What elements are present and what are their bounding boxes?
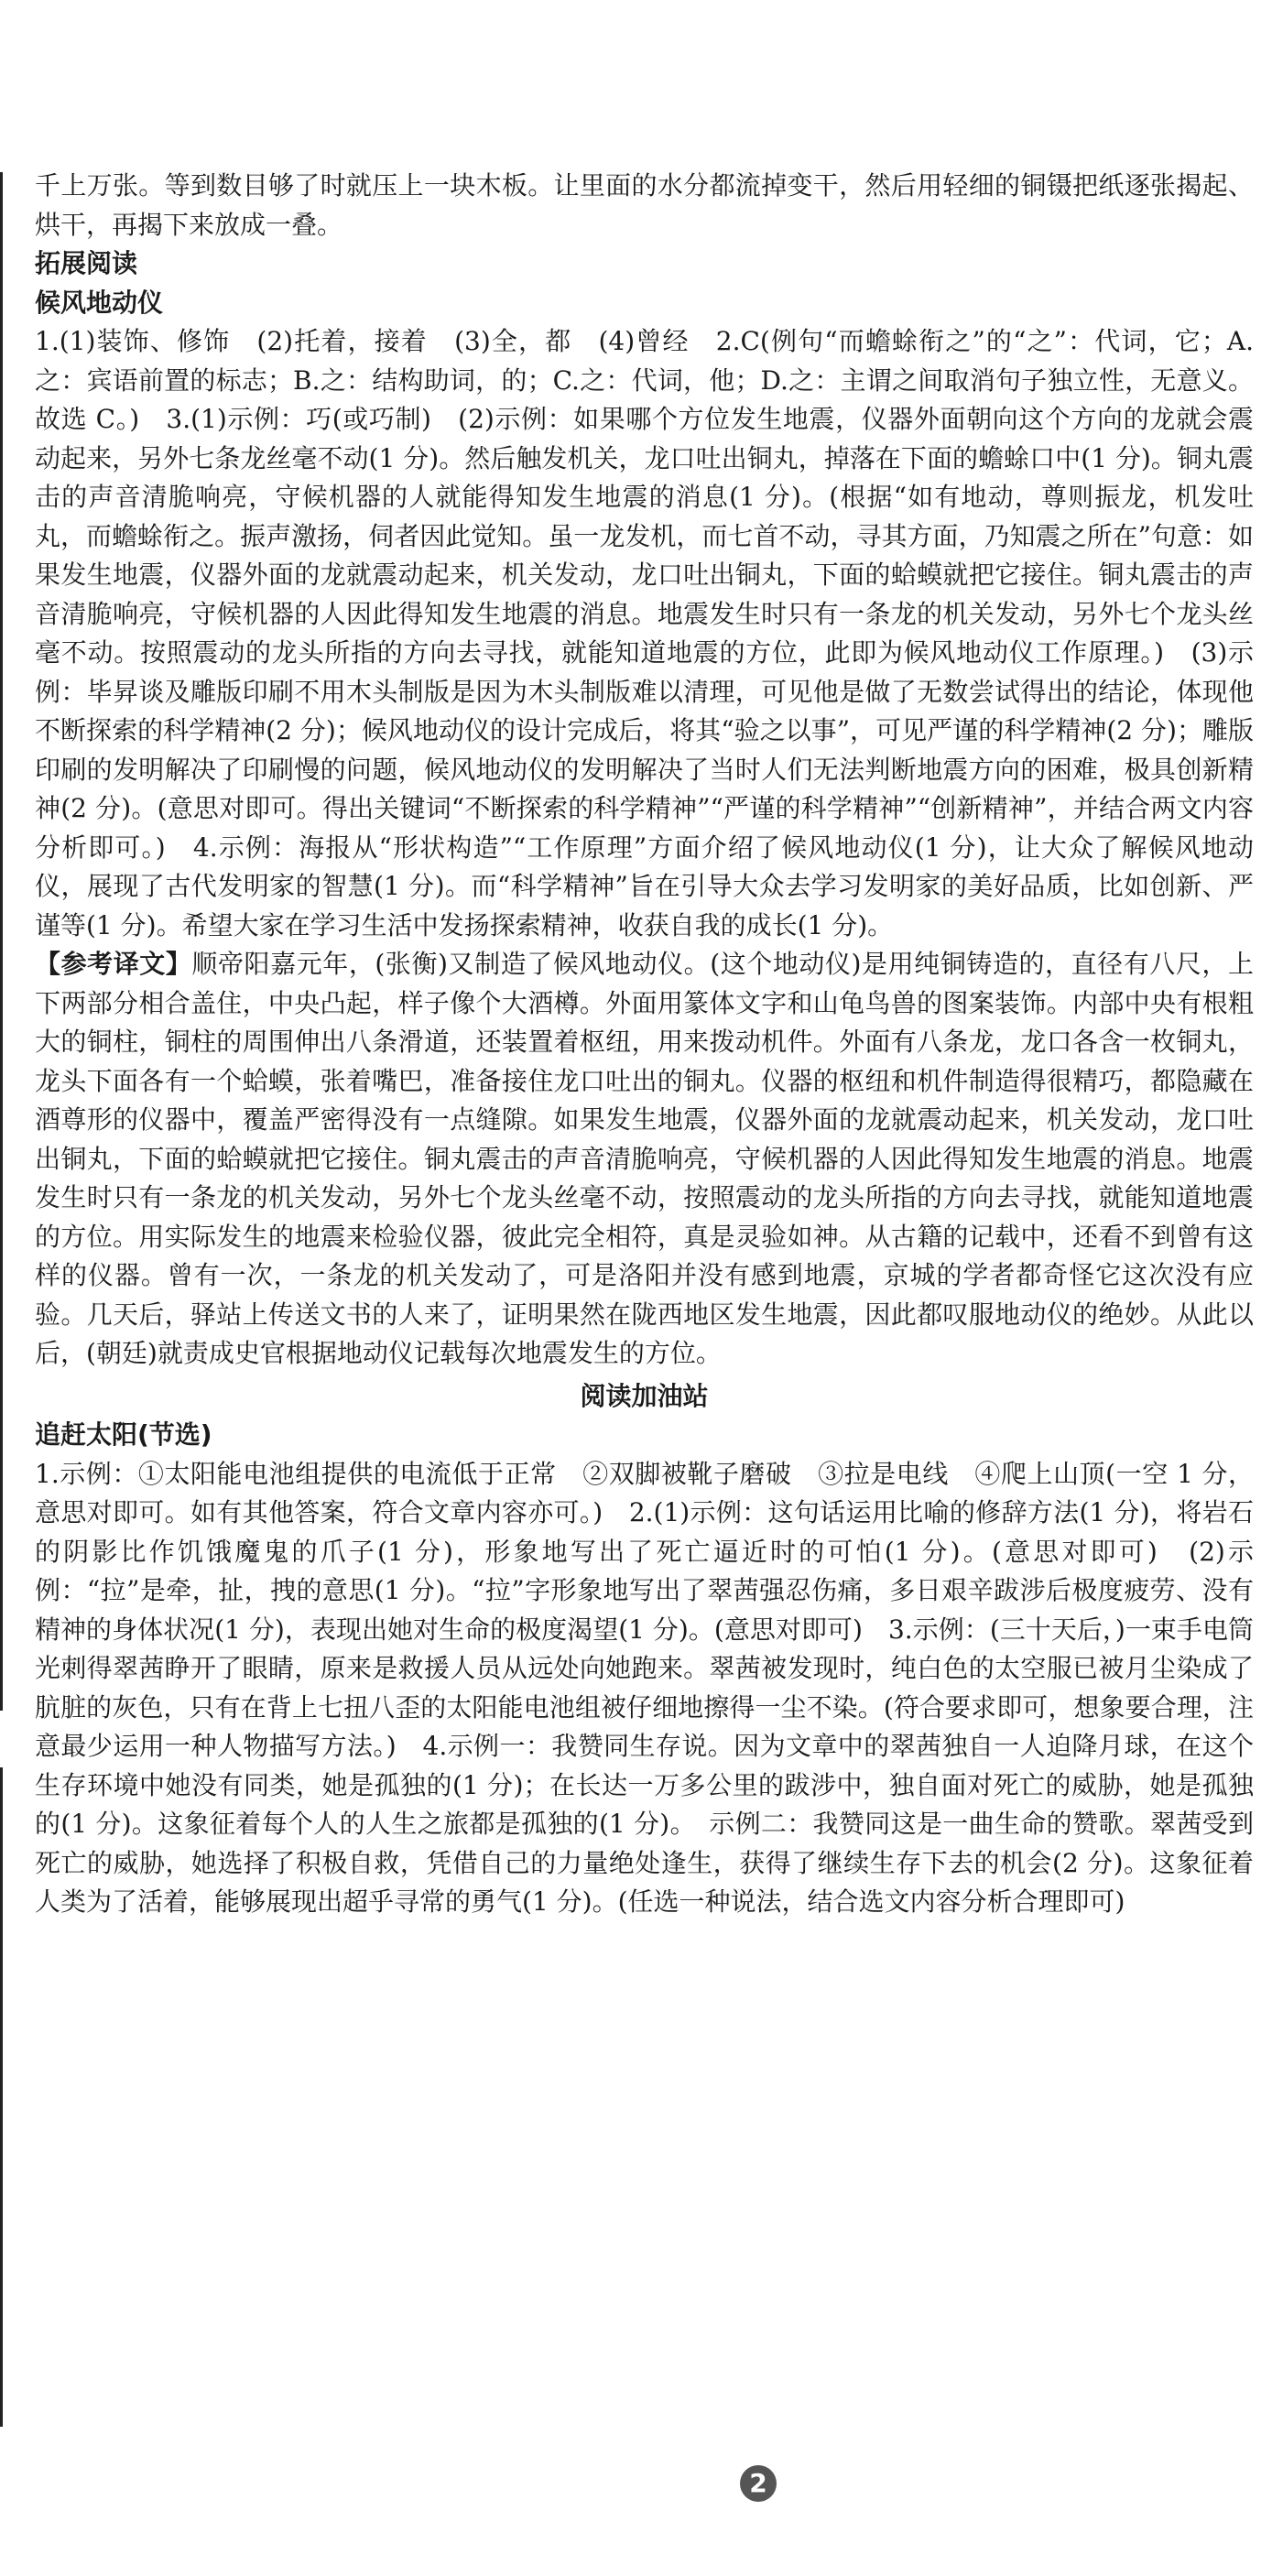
reference-translation — [35, 945, 1254, 1374]
intro-paragraph: 千上万张。等到数目够了时就压上一块木板。让里面的水分都流掉变干，然后用轻细的铜镊把纸逐张揭起、烘干，再揭下来放成一叠。 — [35, 170, 1254, 240]
reading-station-heading: 阅读加油站 — [580, 1380, 709, 1411]
article-title-chase-sun: 追赶太阳(节选) — [35, 1419, 212, 1450]
translation-label: 【参考译文】 — [35, 949, 192, 979]
left-margin-rule-lower — [0, 1767, 3, 2427]
translation-text: 顺帝阳嘉元年，(张衡)又制造了候风地动仪。(这个地动仪)是用纯铜铸造的，直径有八尺，上下两部分相合盖住，中央凸起，样子像个大酒樽。外面用篆体文字和山龟鸟兽的图案装饰。内部中央有根粗大的铜柱，铜柱的周围伸出八条滑道，还装置着枢纽，用来拨动机件。外面有八条龙，龙口各含一枚铜丸，龙头下面各有一个蛤蟆，张着嘴巴，准备接住龙口吐出的铜丸。仪器的枢纽和机件制造得很精巧，都隐藏在酒尊形的仪器中，覆盖严密得没有一点缝隙。如果发生地震，仪器外面的龙就震动起来，机关发动，龙口吐出铜丸，下面的蛤蟆就把它接住。铜丸震击的声音清脆响亮，守候机器的人因此得知发生地震的消息。地震发生时只有一条龙的机关发动，另外七个龙头丝毫不动，按照震动的龙头所指的方向去寻找，就能知道地震的方位。用实际发生的地震来检验仪器，彼此完全相符，真是灵验如神。从古籍的记载中，还看不到曾有这样的仪器。曾有一次，一条龙的机关发动了，可是洛阳并没有感到地震，京城的学者都奇怪它这次没有应验。几天后，驿站上传送文书的人来了，证明果然在陇西地区发生地震，因此都叹服地动仪的绝妙。从此以后，(朝廷)就责成史官根据地动仪记载每次地震发生的方位。 — [35, 949, 1254, 1368]
left-margin-rule — [0, 172, 3, 1711]
seismoscope-answers: 1.(1)装饰、修饰 (2)托着，接着 (3)全，都 (4)曾经 2.C(例句“而蟾蜍衔之”的“之”：代词，它；A.之：宾语前置的标志；B.之：结构助词，的；C.之：代词，他；D.之：主谓之间取消句子独立性，无意义。故选 C。) 3.(1)示例：巧(或巧制) (2)示例：如果哪个方位发生地震，仪器外面朝向这个方向的龙就会震动起来，另外七条龙丝毫不动(1 分)。然后触发机关，龙口吐出铜丸，掉落在下面的蟾蜍口中(1 分)。铜丸震击的声音清脆响亮，守候机器的人就能得知发生地震的消息(1 分)。(根据“如有地动，尊则振龙，机发吐丸，而蟾蜍衔之。振声激扬，伺者因此觉知。虽一龙发机，而七首不动，寻其方面，乃知震之所在”句意：如果发生地震，仪器外面的龙就震动起来，机关发动，龙口吐出铜丸，下面的蛤蟆就把它接住。铜丸震击的声音清脆响亮，守候机器的人因此得知发生地震的消息。地震发生时只有一条龙的机关发动，另外七个龙头丝毫不动。按照震动的龙头所指的方向去寻找，就能知道地震的方位，此即为候风地动仪工作原理。) (3)示例：毕昇谈及雕版印刷不用木头制版是因为木头制版难以清理，可见他是做了无数尝试得出的结论，体现他不断探索的科学精神(2 分)；候风地动仪的设计完成后，将其“验之以事”，可见严谨的科学精神(2 分)；雕版印刷的发明解决了印刷慢的问题，候风地动仪的发明解决了当时人们无法判断地震方向的困难，极具创新精神(2 分)。(意思对即可。得出关键词“不断探索的科学精神”“严谨的科学精神”“创新精神”，并结合两文内容分析即可。) 4.示例：海报从“形状构造”“工作原理”方面介绍了候风地动仪(1 分)，让大众了解候风地动仪，展现了古代发明家的智慧(1 分)。而“科学精神”旨在引导大众去学习发明家的美好品质，比如创新、严谨等(1 分)。希望大家在学习生活中发扬探索精神，收获自我的成长(1 分)。 — [35, 326, 1254, 940]
article-title-seismoscope: 候风地动仪 — [35, 287, 164, 318]
extended-reading-heading: 拓展阅读 — [35, 248, 138, 278]
page-number-badge: 2 — [740, 2465, 777, 2502]
page-content — [35, 167, 1254, 1922]
chase-sun-answers: 1.示例：①太阳能电池组提供的电流低于正常 ②双脚被靴子磨破 ③拉是电线 ④爬上山顶(一空 1 分，意思对即可。如有其他答案，符合文章内容亦可。) 2.(1)示例：这句话运用比喻的修辞方法(1 分)，将岩石的阴影比作饥饿魔鬼的爪子(1 分)，形象地写出了死亡逼近时的可怕(1 分)。(意思对即可) (2)示例：“拉”是牵，扯，拽的意思(1 分)。“拉”字形象地写出了翠茜强忍伤痛，多日艰辛跋涉后极度疲劳、没有精神的身体状况(1 分)，表现出她对生命的极度渴望(1 分)。(意思对即可) 3.示例：(三十天后，)一束手电筒光刺得翠茜睁开了眼睛，原来是救援人员从远处向她跑来。翠茜被发现时，纯白色的太空服已被月尘染成了肮脏的灰色，只有在背上七扭八歪的太阳能电池组被仔细地擦得一尘不染。(符合要求即可，想象要合理，注意最少运用一种人物描写方法。) 4.示例一：我赞同生存说。因为文章中的翠茜独自一人迫降月球，在这个生存环境中她没有同类，她是孤独的(1 分)；在长达一万多公里的跋涉中，独自面对死亡的威胁，她是孤独的(1 分)。这象征着每个人的人生之旅都是孤独的(1 分)。 示例二：我赞同这是一曲生命的赞歌。翠茜受到死亡的威胁，她选择了积极自救，凭借自己的力量绝处逢生，获得了继续生存下去的机会(2 分)。这象征着人类为了活着，能够展现出超乎寻常的勇气(1 分)。(任选一种说法，结合选文内容分析合理即可) — [35, 1458, 1254, 1917]
